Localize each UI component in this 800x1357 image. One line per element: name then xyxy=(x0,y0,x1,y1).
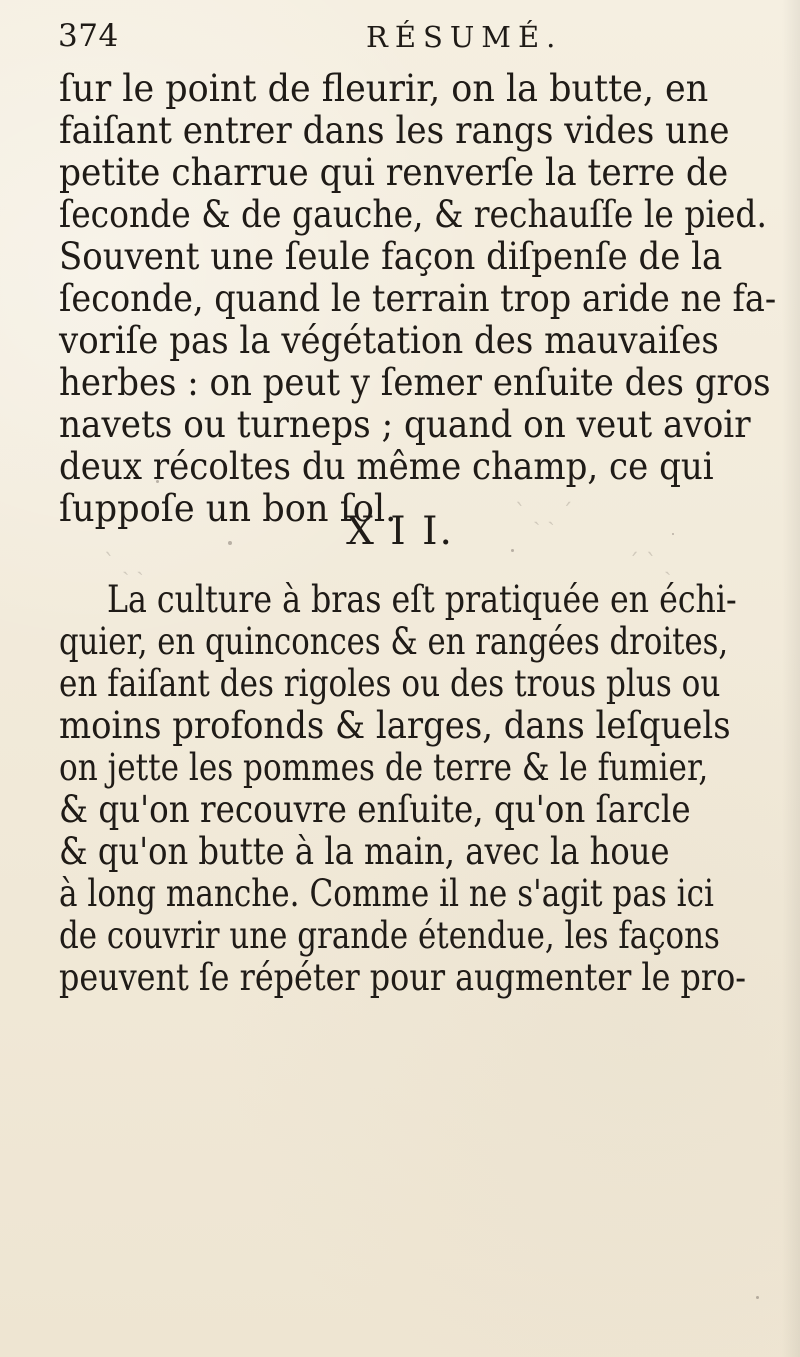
paragraph-2-line-1: La culture à bras eſt pratiquée en échi- xyxy=(107,578,737,621)
paragraph-2-line-5: on jette les pommes de terre & le fumier, xyxy=(59,746,709,789)
page-edge-shadow xyxy=(782,0,800,1357)
paragraph-2-line-9: de couvrir une grande étendue, les façons xyxy=(59,914,720,957)
running-head: RÉSUMÉ. xyxy=(366,20,563,54)
paper-speck xyxy=(511,549,514,552)
paragraph-2-line-8: à long manche. Comme il ne s'agit pas ici xyxy=(59,872,714,915)
paragraph-1-line-3: petite charrue qui renverſe la terre de xyxy=(59,151,729,194)
paragraph-1-line-10: deux récoltes du même champ, ce qui xyxy=(59,445,714,488)
paragraph-2-line-10: peuvent ſe répéter pour augmenter le pro- xyxy=(59,956,747,999)
paragraph-1-line-4: ſeconde & de gauche, & rechauſſe le pied. xyxy=(59,193,767,236)
paragraph-1-line-6: ſeconde, quand le terrain trop aride ne fa- xyxy=(59,277,777,320)
paragraph-2-line-2: quier, en quinconces & en rangées droites, xyxy=(59,620,729,663)
paragraph-1-line-5: Souvent une ſeule façon diſpenſe de la xyxy=(59,235,723,278)
paragraph-1-line-7: voriſe pas la végétation des mauvaiſes xyxy=(59,319,719,362)
paragraph-2-line-4: moins profonds & larges, dans leſquels xyxy=(59,704,731,747)
page-number: 374 xyxy=(58,18,119,54)
bleed-through-mark: ˊ ˋ ˎ xyxy=(628,551,672,576)
paragraph-1-line-8: herbes : on peut y ſemer enſuite des gros xyxy=(59,361,771,404)
paragraph-2-line-3: en faiſant des rigoles ou des trous plus ou xyxy=(59,662,721,705)
paragraph-1-line-2: faiſant entrer dans les rangs vides une xyxy=(59,109,730,152)
paragraph-1-line-1: ſur le point de fleurir, on la butte, en xyxy=(59,67,709,110)
paragraph-1-line-11: ſuppoſe un bon ſol. xyxy=(59,487,397,530)
page-header xyxy=(58,18,778,62)
paper-speck xyxy=(672,533,674,535)
paragraph-2-line-6: & qu'on recouvre enſuite, qu'on ſarcle xyxy=(59,788,691,831)
paragraph-1-line-9: navets ou turneps ; quand on veut avoir xyxy=(59,403,751,446)
paper-speck xyxy=(756,1296,759,1299)
paper-speck xyxy=(156,480,159,483)
bleed-through-mark: ˋ ˎ ˏ ˊ xyxy=(515,501,573,526)
paragraph-2-line-7: & qu'on butte à la main, avec la houe xyxy=(59,830,670,873)
section-number: X I I. xyxy=(346,509,454,554)
paper-speck xyxy=(228,541,232,545)
bleed-through-mark: ˋ ˎ ˏ xyxy=(104,551,144,576)
